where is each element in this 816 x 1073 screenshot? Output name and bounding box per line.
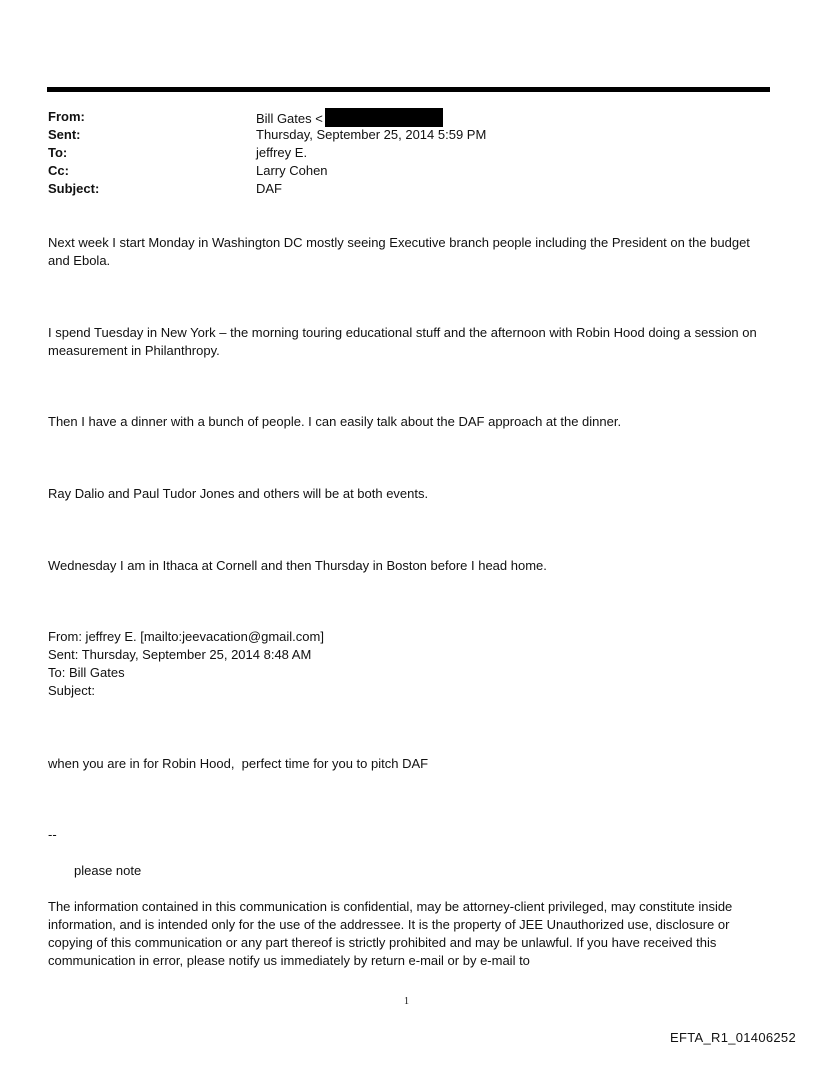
page-number: 1 bbox=[404, 996, 409, 1007]
sent-value: Thursday, September 25, 2014 5:59 PM bbox=[256, 127, 487, 142]
from-value bbox=[256, 108, 443, 126]
body-paragraph-3: Then I have a dinner with a bunch of people. I can easily talk about the DAF approach at the dinner. bbox=[48, 414, 622, 429]
body-paragraph-1: Next week I start Monday in Washington DC mostly seeing Executive branch people including the President on the budget and Ebola. bbox=[48, 235, 750, 268]
subject-value: DAF bbox=[256, 181, 282, 196]
to-label: To: bbox=[48, 145, 68, 160]
forwarded-to: To: Bill Gates bbox=[48, 665, 125, 680]
forwarded-subject: Subject: bbox=[48, 683, 95, 698]
cc-value: Larry Cohen bbox=[256, 163, 328, 178]
to-row bbox=[48, 144, 486, 162]
forwarded-header bbox=[48, 628, 773, 700]
subject-row bbox=[48, 180, 486, 198]
email-header bbox=[48, 108, 486, 198]
signature-separator: -- bbox=[48, 827, 57, 842]
signature-note: please note bbox=[74, 863, 142, 878]
subject-label: Subject: bbox=[48, 181, 100, 196]
from-label: From: bbox=[48, 109, 85, 124]
cc-row bbox=[48, 162, 486, 180]
body-paragraph-5: Wednesday I am in Ithaca at Cornell and then Thursday in Boston before I head home. bbox=[48, 558, 547, 573]
forwarded-from: From: jeffrey E. [mailto:jeevacation@gmail.com] bbox=[48, 629, 324, 644]
cc-label: Cc: bbox=[48, 163, 69, 178]
from-sender: Bill Gates < bbox=[256, 111, 323, 126]
from-row bbox=[48, 108, 486, 126]
bates-number: EFTA_R1_01406252 bbox=[670, 1030, 796, 1045]
sent-label: Sent: bbox=[48, 127, 81, 142]
forwarded-sent: Sent: Thursday, September 25, 2014 8:48 AM bbox=[48, 647, 312, 662]
confidentiality-disclaimer: The information contained in this communication is confidential, may be attorney-client privileged, may constitute inside information, and is intended only for the use of the addressee. It is the property of JEE Unauthorized use, disclosure or copying of this communication or any part thereof is strictly prohibited and may be unlawful. If you have received this communication in error, please notify us immediately by return e-mail or by e-mail to bbox=[48, 899, 733, 968]
redaction-box bbox=[325, 108, 443, 127]
body-paragraph-4: Ray Dalio and Paul Tudor Jones and others will be at both events. bbox=[48, 486, 429, 501]
to-value: jeffrey E. bbox=[256, 145, 308, 160]
body-paragraph-2: I spend Tuesday in New York – the morning touring educational stuff and the afternoon with Robin Hood doing a session on measurement in Philanthropy. bbox=[48, 325, 757, 358]
header-divider bbox=[47, 87, 770, 92]
forwarded-message: when you are in for Robin Hood, perfect time for you to pitch DAF bbox=[48, 756, 429, 771]
sent-row bbox=[48, 126, 486, 144]
